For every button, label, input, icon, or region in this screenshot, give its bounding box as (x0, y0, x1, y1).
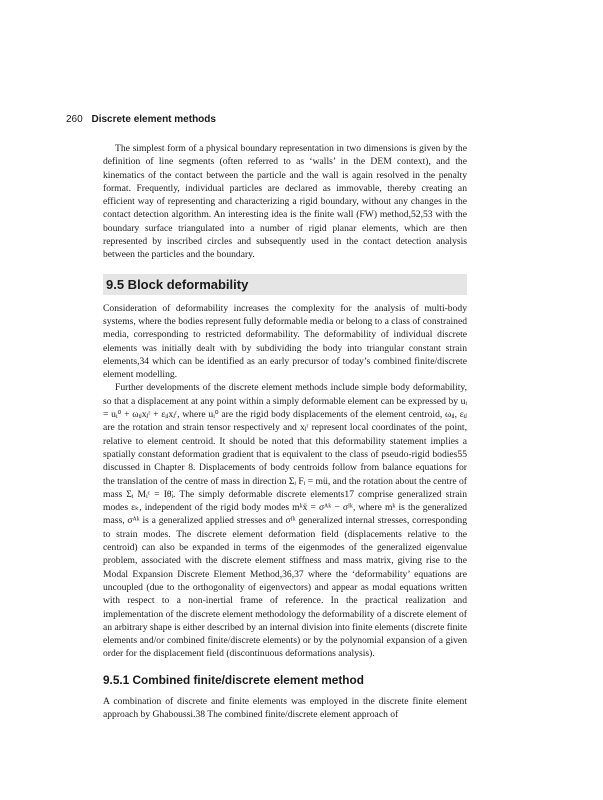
page-body (103, 142, 467, 721)
paragraph-deformability-intro: Consideration of deformability increases the complexity for the analysis of multi-body systems, where the bodies represent fully deformable media or belong to a class of constrained media, corresponding to restricted deformability. The deformability of individual discrete elements was initially dealt with by subdividing the body into triangular constant strain elements,34 which can be identified as an early precursor of today’s combined finite/discrete element modelling. (103, 302, 467, 381)
page-header (66, 114, 216, 125)
running-head: Discrete element methods (91, 114, 216, 125)
paragraph-simple-deformability: Further developments of the discrete element methods include simple body deformability, so that a displacement at any point within a simply deformable element can be expressed by uᵢ = uᵢ⁰ + ωᵢⱼxⱼʳ + εᵢⱼxⱼʳ, where uᵢ⁰ are the rigid body displacements of the element centroid, ωᵢⱼ, εᵢⱼ are the rotation and strain tensor respectively and xⱼʳ represent local coordinates of the point, relative to element centroid. It should be noted that this deformability statement implies a spatially constant deformation gradient that is equivalent to the class of pseudo-rigid bodies55 discussed in Chapter 8. Displacements of body centroids follow from balance equations for the translation of the centre of mass in direction Σᵢ Fᵢ = mü, and the rotation about the centre of mass Σᵢ Mᵢᶜ = Iθ̈ᵢ. The simply deformable discrete elements17 comprise generalized strain modes εₖ, independent of the rigid body modes mᵏẍ = σᴬᵏ − σᴵᵏ, where mᵏ is the generalized mass, σᴬᵏ is a generalized applied stresses and σᴵᵏ generalized internal stresses, corresponding to strain modes. The discrete element deformation field (displacements relative to the centroid) can also be expanded in terms of the eigenmodes of the generalized eigenvalue problem, associated with the discrete element stiffness and mass matrix, giving rise to the Modal Expansion Discrete Element Method,36,37 where the ‘deformability’ equations are uncoupled (due to the orthogonality of eigenvectors) and appear as modal equations written with respect to a non-inertial frame of reference. In the practical realization and implementation of the discrete element methodology the deformability of a discrete element of an arbitrary shape is either described by an internal division into finite elements (discrete finite elements and/or combined finite/discrete elements) or by the polynomial expansion of a given order for the displacement field (discontinuous deformations analysis). (103, 382, 467, 660)
subsection-heading-combined-fem-dem: 9.5.1 Combined finite/discrete element method (103, 672, 364, 687)
page-number: 260 (66, 114, 83, 125)
section-heading-block-deformability: 9.5 Block deformability (103, 274, 467, 295)
paragraph-combined-method: A combination of discrete and finite elements was employed in the discrete finite element approach by Ghaboussi.38 The combined finite/discrete element approach of (103, 695, 467, 720)
paragraph-boundary-representation: The simplest form of a physical boundary representation in two dimensions is given by the definition of line segments (often referred to as ‘walls’ in the DEM context), and the kinematics of the contact between the particle and the wall is again resolved in the penalty format. Frequently, individual particles are declared as immovable, thereby creating an efficient way of representing and characterizing a rigid boundary, without any changes in the contact detection algorithm. An interesting idea is the finite wall (FW) method,52,53 with the boundary surface triangulated into a number of rigid planar elements, which are then represented by inscribed circles and subsequently used in the contact detection analysis between the particles and the boundary. (103, 143, 467, 261)
